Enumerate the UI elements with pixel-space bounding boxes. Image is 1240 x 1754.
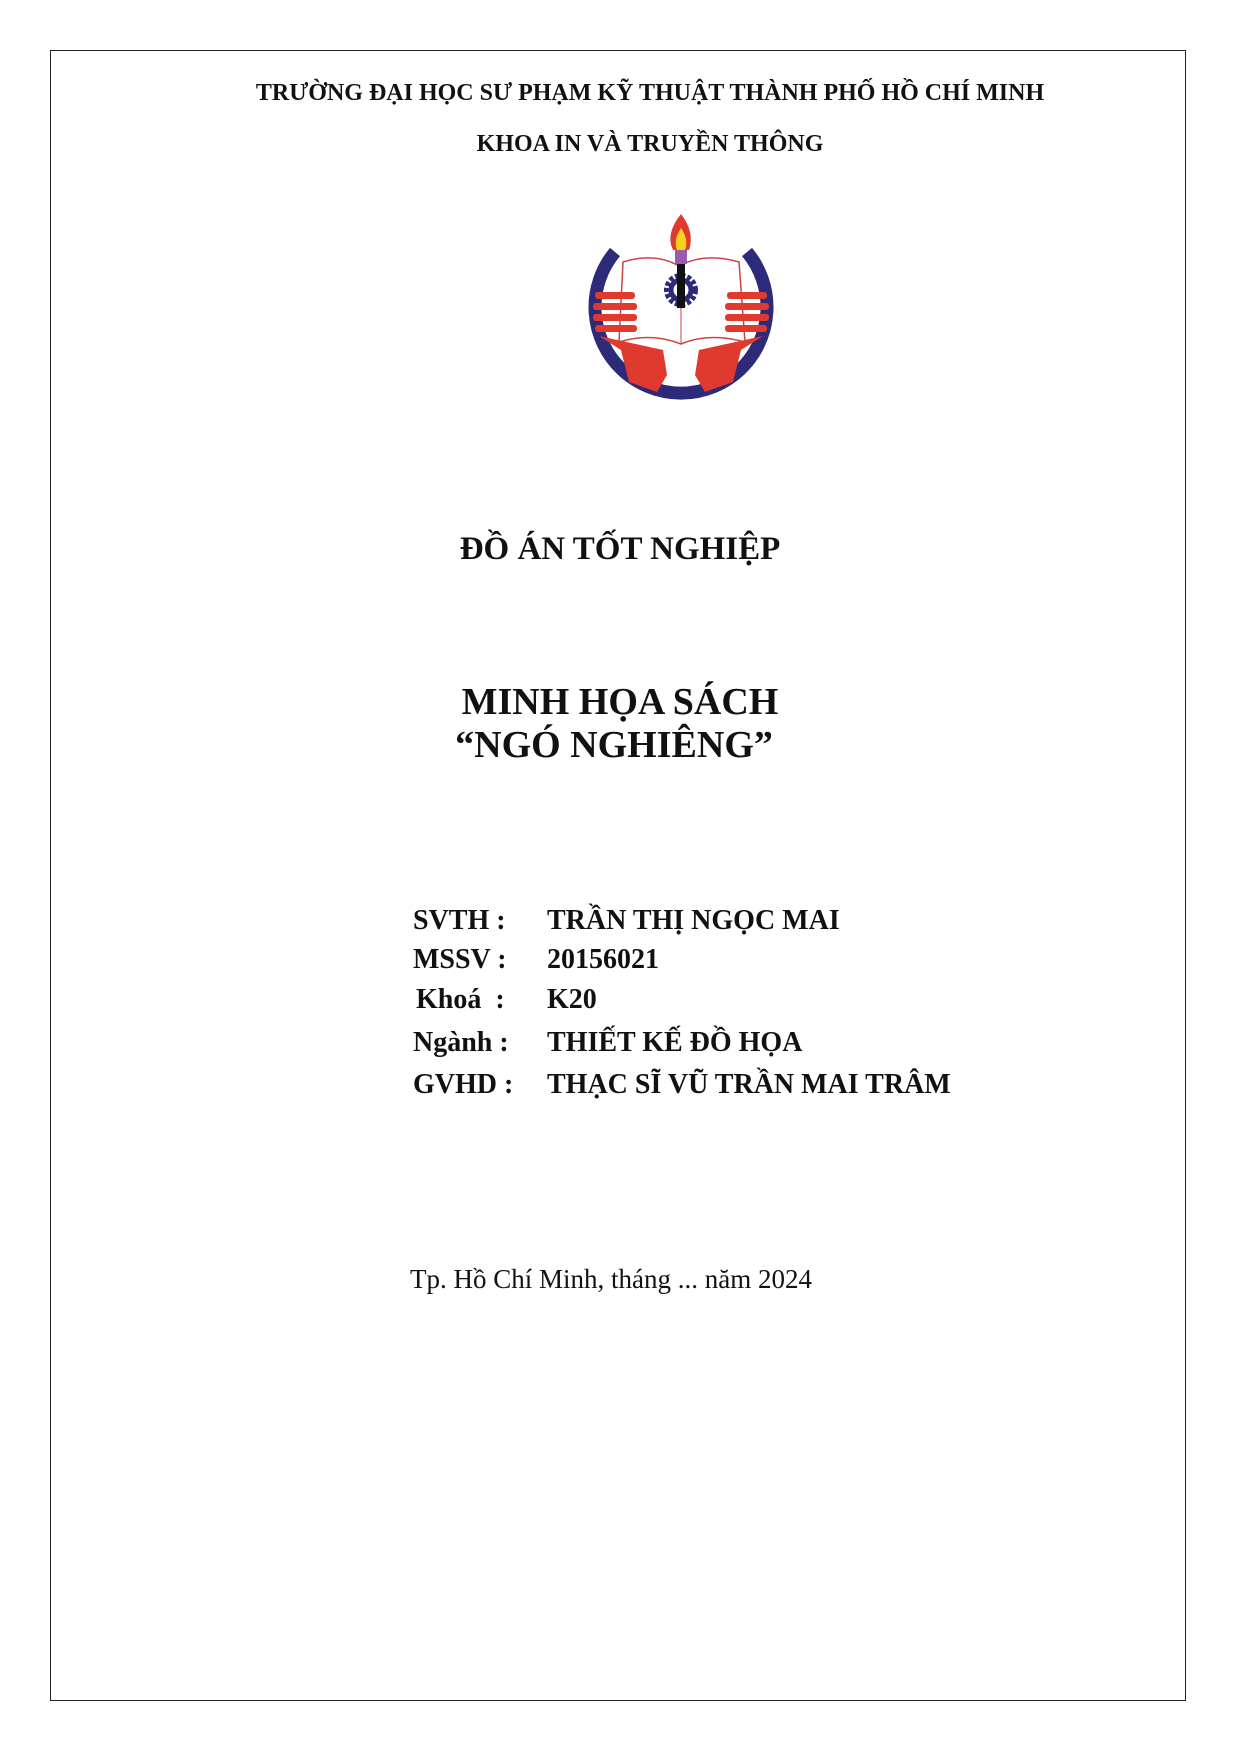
info-value-khoa: K20 (547, 984, 597, 1015)
info-label-svth: SVTH : (413, 905, 506, 936)
info-value-mssv: 20156021 (547, 944, 659, 975)
info-label-nganh: Ngành : (413, 1027, 509, 1058)
info-label-mssv: MSSV : (413, 944, 507, 975)
faculty-name: KHOA IN VÀ TRUYỀN THÔNG (476, 131, 824, 157)
info-value-nganh: THIẾT KẾ ĐỒ HỌA (547, 1027, 803, 1058)
thesis-title-line2: “NGÓ NGHIÊNG” (455, 724, 773, 766)
place-date: Tp. Hồ Chí Minh, tháng ... năm 2024 (410, 1264, 812, 1294)
university-name: TRƯỜNG ĐẠI HỌC SƯ PHẠM KỸ THUẬT THÀNH PHỐ HỒ CHÍ MINH (255, 80, 1045, 106)
info-label-gvhd: GVHD : (413, 1069, 514, 1100)
logo-emblem-icon (585, 210, 777, 415)
document-type: ĐỒ ÁN TỐT NGHIỆP (459, 531, 781, 567)
university-logo (585, 210, 777, 415)
thesis-title-line1: MINH HỌA SÁCH (461, 681, 779, 723)
info-value-gvhd: THẠC SĨ VŨ TRẦN MAI TRÂM (547, 1069, 951, 1100)
info-value-svth: TRẦN THỊ NGỌC MAI (547, 905, 840, 936)
info-label-khoa: Khoá : (416, 984, 505, 1015)
